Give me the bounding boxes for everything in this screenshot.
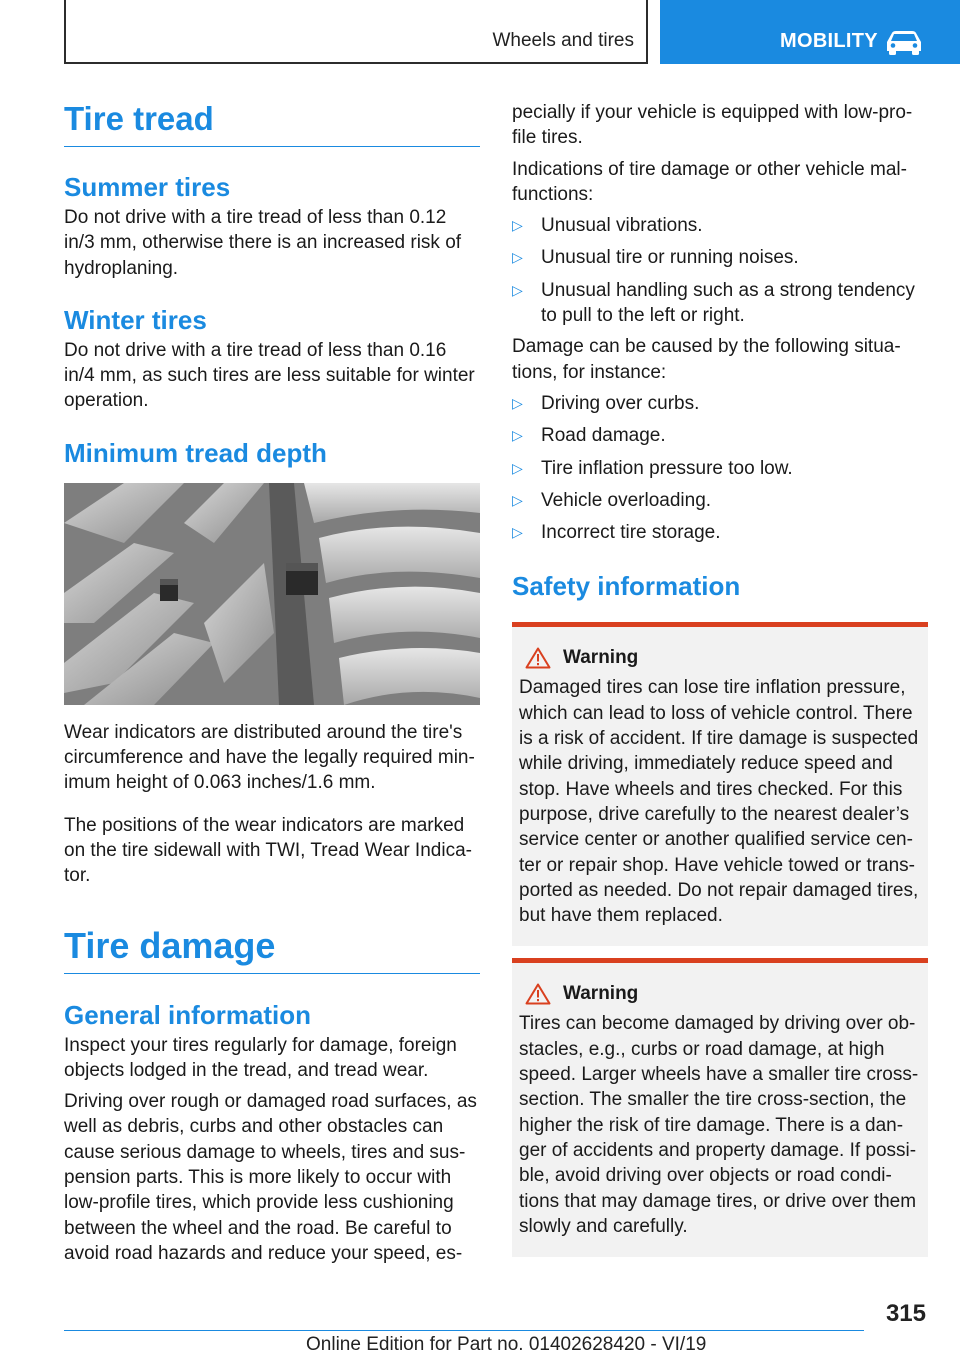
triangle-bullet-icon: ▷ (512, 249, 523, 266)
warning-header (519, 645, 922, 671)
triangle-bullet-icon: ▷ (512, 524, 523, 541)
warning-box-1 (512, 622, 928, 946)
tread-wear-indicator-image (64, 483, 480, 705)
wear-indicator-text-1: Wear indicators are distributed around the tire's circumference and have the legally required min-imum height of 0.063 inches/1.6 mm. (64, 721, 475, 794)
min-tread-depth-heading: Minimum tread depth (64, 437, 327, 468)
triangle-bullet-icon: ▷ (512, 217, 523, 234)
right-column (512, 100, 928, 1257)
general-information-text-1: Inspect your tires regularly for damage, foreign objects lodged in the tread, and tread wear. (64, 1034, 457, 1081)
triangle-bullet-icon: ▷ (512, 491, 523, 508)
triangle-bullet-icon: ▷ (512, 427, 523, 444)
edition-text: Online Edition for Part no. 01402628420 - VI/19 (306, 1334, 707, 1355)
footer-divider (64, 1330, 864, 1331)
list-item: ▷ Unusual vibrations. (512, 213, 928, 238)
warning-box-2 (512, 958, 928, 1257)
indications-intro: Indications of tire damage or other vehicle mal-functions: (512, 158, 907, 205)
safety-information-heading: Safety information (512, 571, 741, 602)
list-item: ▷ Unusual handling such as a strong tendency to pull to the left or right. (512, 279, 915, 327)
list-item: ▷ Vehicle overloading. (512, 488, 928, 513)
warning-triangle-icon (525, 647, 551, 669)
warning-header (519, 981, 922, 1007)
warning-title: Warning (563, 647, 639, 669)
tire-tread-title: Tire tread (64, 100, 480, 147)
summer-tires-heading: Summer tires (64, 172, 231, 202)
general-information-heading: General information (64, 999, 312, 1030)
list-item: ▷ Driving over curbs. (512, 391, 928, 416)
left-column (64, 100, 480, 1266)
summer-tires-text: Do not drive with a tire tread of less than 0.12 in/3 mm, otherwise there is an increased risk of hydroplaning. (64, 207, 462, 279)
causes-intro: Damage can be caused by the following situa-tions, for instance: (512, 336, 901, 383)
warning-text: Tires can become damaged by driving over ob-stacles, e.g., curbs or road damage, at high speed. Larger wheels have a smaller tire cross-section. The smaller the tire cross-section, the higher the risk of tire damage. There is a dan-ger of accidents and property damage. If possi-ble, avoid driving over objects or road condi-tions that may damage tires, or drive over them slowly and carefully. (519, 1013, 919, 1237)
general-information-text-2: Driving over rough or damaged road surfaces, as well as debris, curbs and other obstacles can cause serious damage to wheels, tires and sus-pension parts. This is more likely to occur with low-profile tires, which provide less cushioning between the wheel and the road. Be careful to avoid road hazards and reduce your speed, es- (64, 1091, 477, 1264)
warning-text: Damaged tires can lose tire inflation pressure, which can lead to loss of vehicle control. There is a risk of accident. If tire damage is suspected while driving, immediately reduce speed and stop. Have wheels and tires checked. For this purpose, drive carefully to the nearest dealer’s service center or another qualified service cen-ter or repair shop. Have vehicle towed or trans-ported as needed. Do not repair damaged tires, but have them replaced. (519, 677, 919, 927)
indications-list (512, 213, 928, 328)
list-item: ▷ Incorrect tire storage. (512, 520, 928, 545)
page-number: 315 (885, 1300, 926, 1327)
warning-triangle-icon (525, 983, 551, 1005)
section-title: Wheels and tires (492, 30, 634, 51)
warning-title: Warning (563, 983, 639, 1005)
winter-tires-text: Do not drive with a tire tread of less than 0.16 in/4 mm, as such tires are less suitable for winter operation. (64, 339, 475, 412)
causes-list (512, 391, 928, 545)
winter-tires-heading: Winter tires (64, 304, 207, 335)
list-item: ▷ Road damage. (512, 423, 928, 448)
continued-paragraph: pecially if your vehicle is equipped with low-pro-file tires. (512, 102, 913, 149)
header-section-box (64, 0, 648, 64)
triangle-bullet-icon: ▷ (512, 459, 523, 476)
tire-damage-title: Tire damage (64, 925, 480, 974)
triangle-bullet-icon: ▷ (512, 394, 523, 411)
list-item: ▷ Tire inflation pressure too low. (512, 456, 928, 481)
list-item: ▷ Unusual tire or running noises. (512, 245, 928, 270)
wear-indicator-text-2: The positions of the wear indicators are marked on the tire sidewall with TWI, Tread Wear Indica-tor. (64, 814, 472, 887)
triangle-bullet-icon: ▷ (512, 281, 523, 298)
chapter-tab-label: MOBILITY (780, 30, 878, 52)
car-icon (884, 28, 924, 56)
